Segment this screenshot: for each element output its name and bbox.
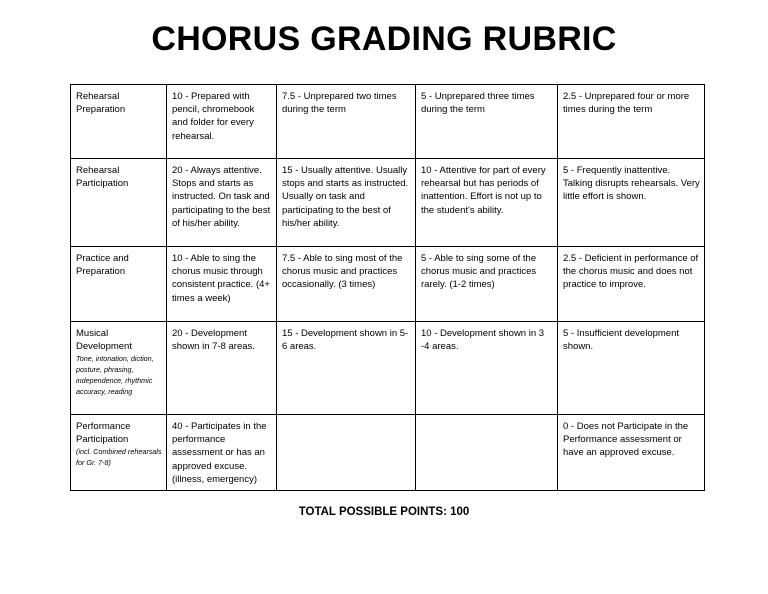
row-header-cell <box>71 322 167 415</box>
table-cell: 2.5 - Deficient in performance of the chorus music and does not practice to improve. <box>558 247 705 322</box>
table-cell: 0 - Does not Participate in the Performance assessment or have an approved excuse. <box>558 415 705 491</box>
category-label: Practice and Preparation <box>76 253 129 278</box>
category-label: Performance Participation <box>76 421 131 446</box>
category-label: Rehearsal Preparation <box>76 91 126 116</box>
row-header-cell <box>71 159 167 247</box>
table-cell: 15 - Development shown in 5-6 areas. <box>277 322 416 415</box>
table-cell: 5 - Unprepared three times during the term <box>416 85 558 159</box>
table-cell: 5 - Able to sing some of the chorus music and practices rarely. (1-2 times) <box>416 247 558 322</box>
table-row <box>71 247 705 322</box>
table-row <box>71 415 705 491</box>
table-cell: 10 - Development shown in 3 -4 areas. <box>416 322 558 415</box>
row-header-cell <box>71 247 167 322</box>
category-label: Musical Development <box>76 328 132 353</box>
table-cell: 20 - Always attentive. Stops and starts as instructed. On task and participating to the best of his/her ability. <box>167 159 277 247</box>
rubric-table <box>70 84 705 491</box>
row-header-cell <box>71 85 167 159</box>
table-cell: 5 - Frequently inattentive. Talking disrupts rehearsals. Very little effort is shown. <box>558 159 705 247</box>
table-cell: 7.5 - Unprepared two times during the term <box>277 85 416 159</box>
table-cell: 20 - Development shown in 7-8 areas. <box>167 322 277 415</box>
table-cell: 10 - Able to sing the chorus music through consistent practice. (4+ times a week) <box>167 247 277 322</box>
table-cell: 10 - Prepared with pencil, chromebook and folder for every rehearsal. <box>167 85 277 159</box>
table-cell: 40 - Participates in the performance assessment or has an approved excuse. (illness, emergency) <box>167 415 277 491</box>
table-cell <box>277 415 416 491</box>
table-cell <box>416 415 558 491</box>
category-subtitle: Tone, intonation, diction, posture, phrasing, independence, rhythmic accuracy, reading <box>76 354 154 397</box>
page-title: CHORUS GRADING RUBRIC <box>151 20 617 58</box>
table-cell: 5 - Insufficient development shown. <box>558 322 705 415</box>
category-subtitle: (incl. Combined rehearsals for Gr. 7-8) <box>76 447 162 468</box>
table-cell: 7.5 - Able to sing most of the chorus music and practices occasionally. (3 times) <box>277 247 416 322</box>
table-row <box>71 85 705 159</box>
row-header-cell <box>71 415 167 491</box>
table-cell: 10 - Attentive for part of every rehearsal but has periods of inattention. Effort is not up to the student's ability. <box>416 159 558 247</box>
table-row <box>71 322 705 415</box>
category-label: Rehearsal Participation <box>76 165 129 190</box>
table-cell: 2.5 - Unprepared four or more times during the term <box>558 85 705 159</box>
table-cell: 15 - Usually attentive. Usually stops and starts as instructed. Usually on task and participating to the best of his/her ability. <box>277 159 416 247</box>
total-points: TOTAL POSSIBLE POINTS: 100 <box>298 506 470 518</box>
table-row <box>71 159 705 247</box>
